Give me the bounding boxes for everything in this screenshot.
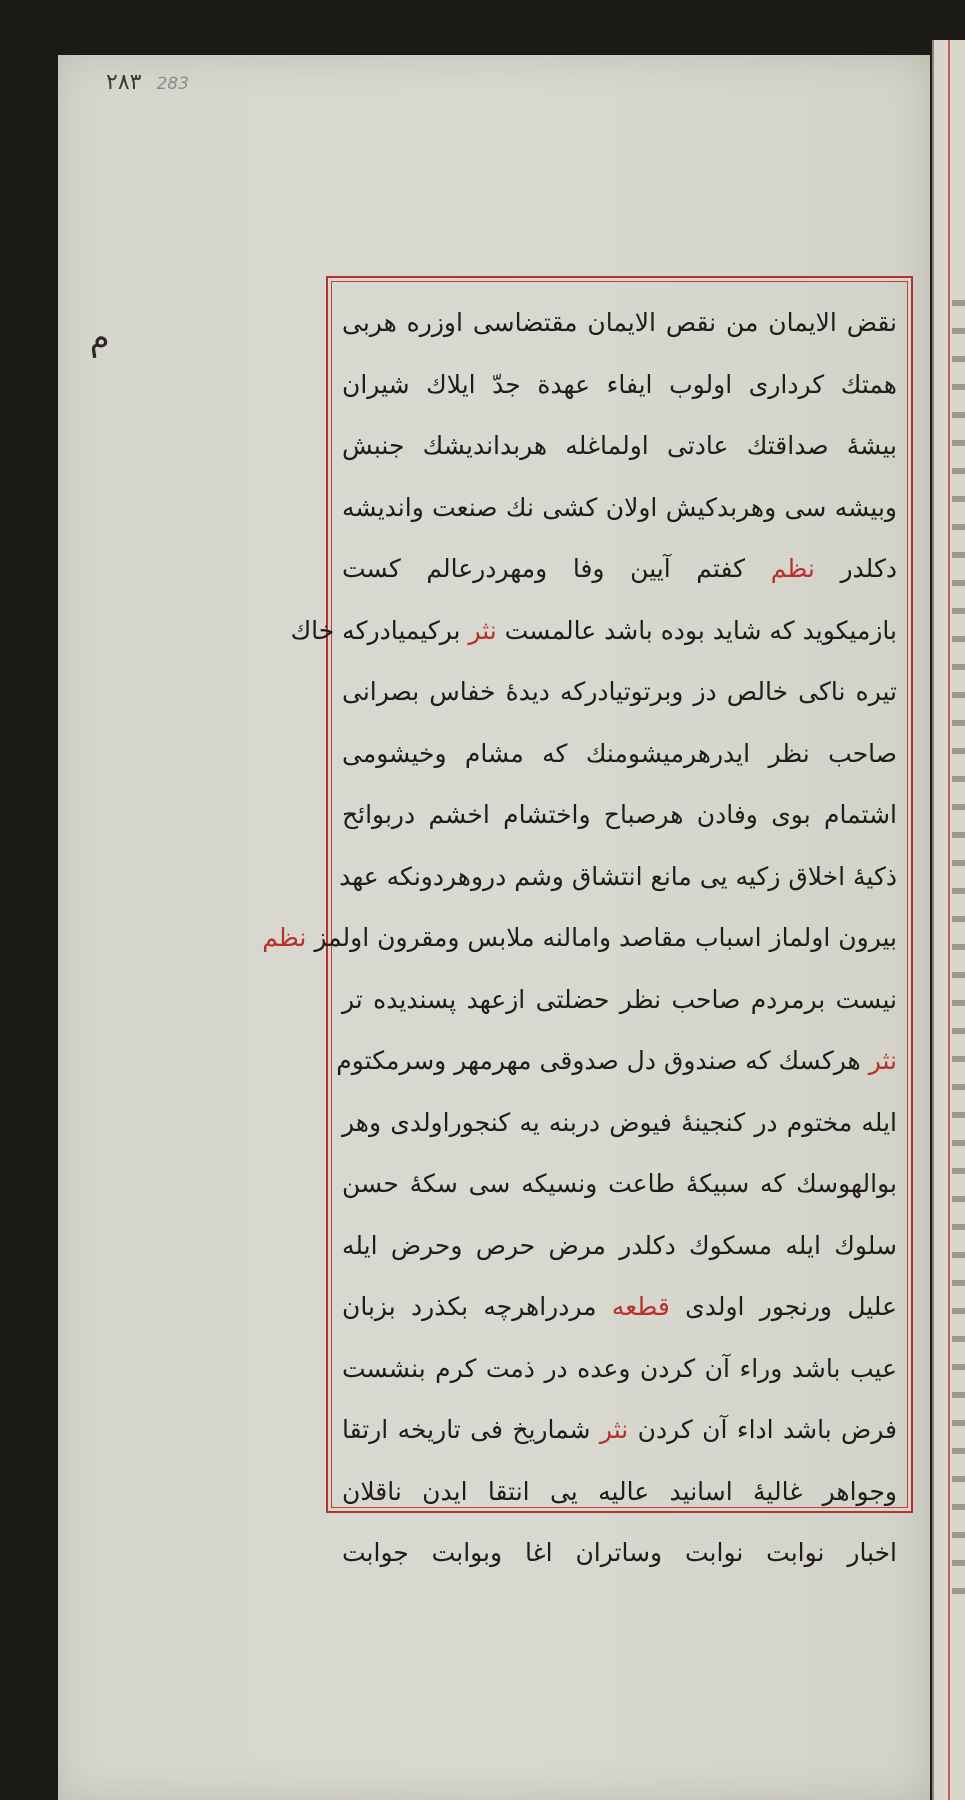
- line-text: دکلدر: [840, 554, 897, 583]
- line-text: تیره ناکی خالص دز وبرتوتیادرکه دیدهٔ خفاس بصرانی: [342, 677, 897, 706]
- text-line: [342, 723, 897, 785]
- folio-arabic-numeral: ۲۸۳: [106, 70, 142, 95]
- text-line: [342, 1338, 897, 1400]
- text-line: [342, 784, 897, 846]
- rubric-heading: نظم: [770, 554, 815, 583]
- line-text: بوالهوسك که سبیکهٔ طاعت ونسیکه سی سکهٔ حسن: [342, 1169, 897, 1198]
- text-line: [342, 969, 897, 1031]
- line-text: بیشهٔ صداقتك عادتی اولماغله هربداندیشك جنبش: [342, 431, 897, 460]
- line-text: بیرون اولماز اسباب مقاصد وامالنه ملابس ومقرون اولمز: [314, 923, 897, 952]
- text-lines: [262, 292, 898, 1567]
- line-text: اشتمام بوی وفادن هرصباح واختشام اخشم دربوائح: [342, 800, 897, 829]
- line-text: سلوك ایله مسکوك دکلدر مرض حرص وحرض ایله: [342, 1230, 897, 1260]
- line-text: فرض باشد اداء آن کردن: [637, 1415, 898, 1444]
- line-text: نیست برمردم صاحب نظر حضلتی ازعهد پسندیده تر: [342, 984, 897, 1014]
- facing-page-edge: [932, 40, 965, 1800]
- text-line: [342, 1215, 897, 1277]
- rubric-heading: قطعه: [611, 1292, 670, 1321]
- line-text: وبیشه سی وهربدکیش اولان کشی نك صنعت واندیشه: [342, 492, 897, 522]
- line-text: نقض الایمان من نقص الایمان مقتضاسی اوزره هربی: [342, 308, 897, 337]
- rubric-heading: نثر: [599, 1415, 629, 1444]
- text-line: [290, 600, 897, 662]
- line-text: صاحب نظر ایدرهرمیشومنك که مشام وخیشومی: [342, 738, 897, 768]
- line-text: کفتم آیین وفا ومهردرعالم کست: [342, 554, 746, 583]
- line-text: ایله مختوم در کنجینهٔ فیوض دربنه یه کنجوراولدی وهر: [342, 1107, 897, 1137]
- facing-page-red-rule: [948, 40, 950, 1800]
- line-text: برکیمیادرکه خاك: [290, 615, 461, 645]
- folio-number: [106, 70, 189, 95]
- line-text: شماریخ فی تاریخه ارتقا: [342, 1415, 591, 1444]
- text-line: [342, 661, 897, 723]
- line-text: هرکسك که صندوق دل صدوقی مهرمهر وسرمکتوم: [336, 1046, 861, 1075]
- text-line: [342, 538, 897, 600]
- rubric-heading: نثر: [468, 615, 497, 645]
- text-line: [342, 1522, 897, 1584]
- text-line: [339, 846, 897, 908]
- rubric-heading: نثر: [868, 1046, 897, 1075]
- line-text: مردراهرچه بکذرد بزبان: [342, 1292, 597, 1321]
- text-line: [342, 1276, 897, 1338]
- text-line: [342, 1153, 897, 1215]
- text-line: [342, 1092, 897, 1154]
- text-line: [342, 477, 897, 539]
- margin-annotation: م: [85, 316, 112, 360]
- text-frame: [262, 276, 913, 1567]
- text-line: [342, 354, 897, 416]
- line-text: اخبار نوابت نوابت وساتران اغا وبوابت جوابت: [342, 1538, 897, 1567]
- text-line: [342, 1399, 897, 1461]
- text-line: [342, 1461, 897, 1523]
- line-text: ذکیهٔ اخلاق زکیه یی مانع انتشاق وشم دروهردونکه عهد: [339, 861, 897, 891]
- text-line: [342, 415, 897, 477]
- line-text: علیل ورنجور اولدی: [685, 1292, 897, 1321]
- folio-pencil-numeral: 283: [156, 74, 189, 94]
- line-text: عیب باشد وراء آن کردن وعده در ذمت کرم بنشست: [342, 1353, 897, 1383]
- text-line: [336, 1030, 897, 1092]
- line-text: بازمیکوید که شاید بوده باشد عالمست: [504, 615, 897, 645]
- line-text: وجواهر غالیهٔ اسانید عالیه یی انتقا ایدن ناقلان: [342, 1476, 897, 1506]
- text-line: [262, 907, 897, 969]
- line-text: همتك کرداری اولوب ایفاء عهدة جدّ ایلاك شیران: [342, 369, 897, 399]
- facing-page-text-edge: [952, 300, 965, 1600]
- text-line: [342, 292, 897, 354]
- rubric-heading: نظم: [262, 923, 307, 952]
